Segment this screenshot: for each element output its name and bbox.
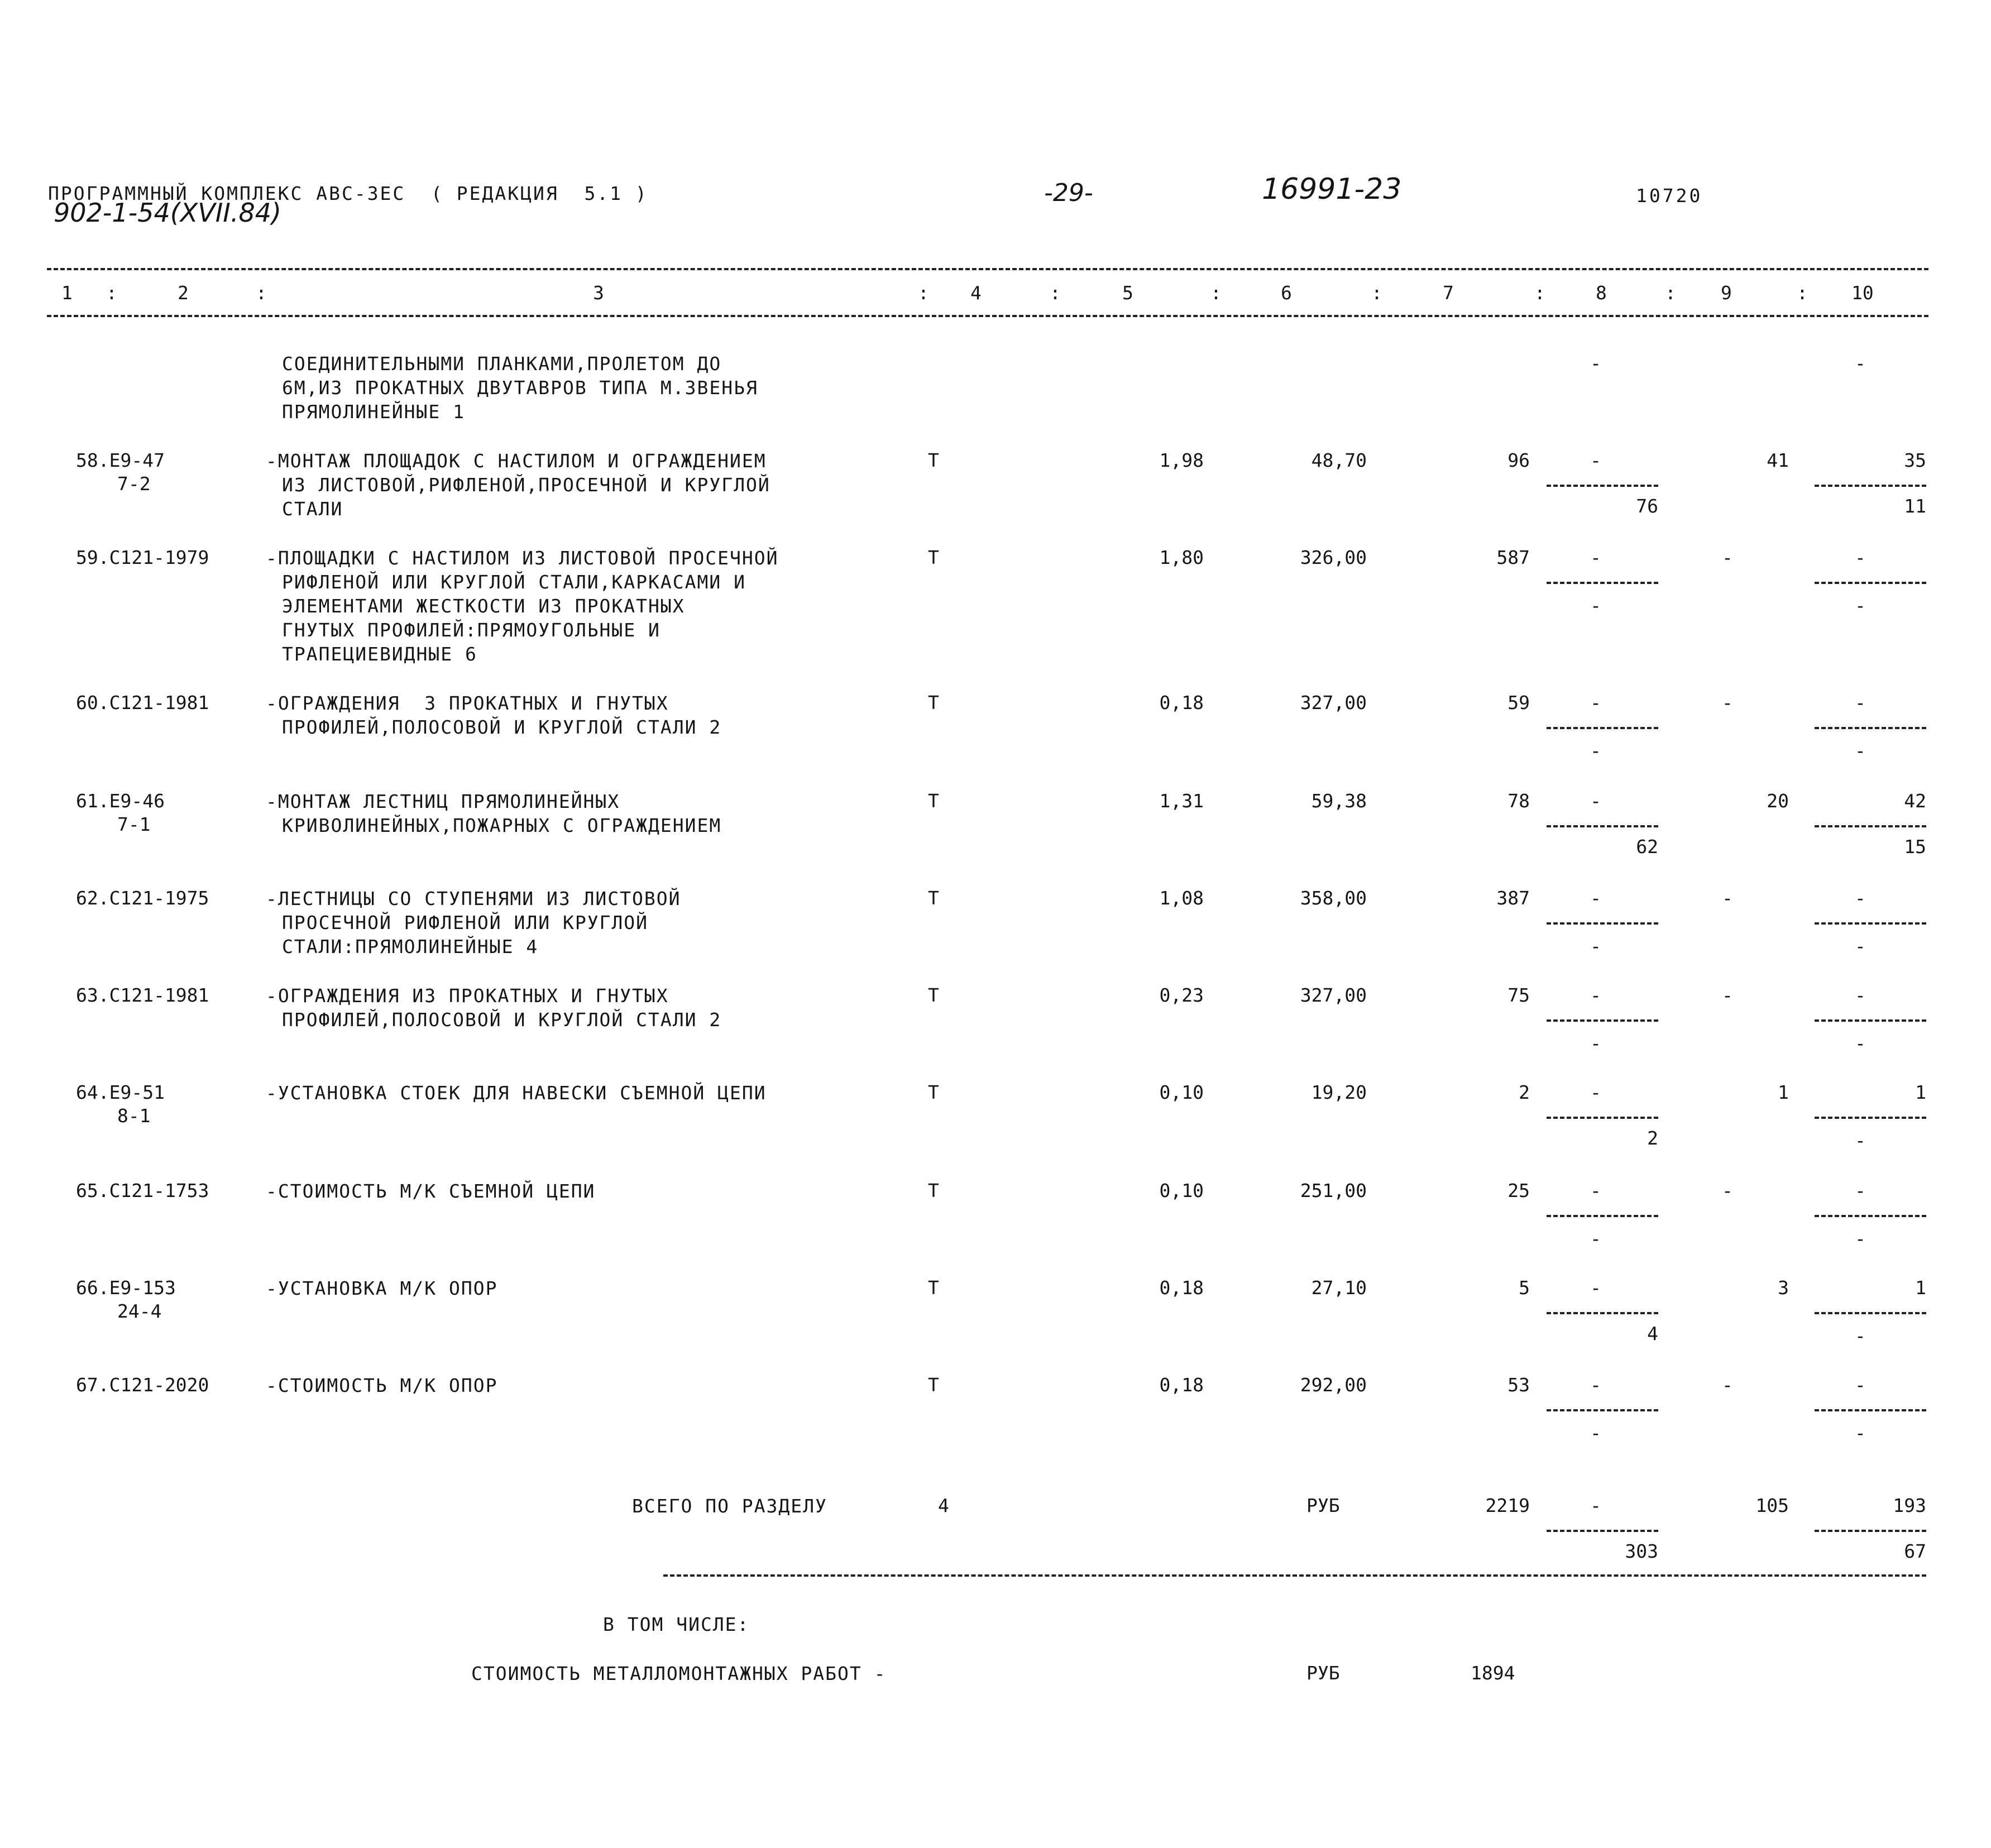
row-description: СТАЛИ:ПРЯМОЛИНЕЙНЫЕ 4 [282, 936, 539, 957]
row-description: ПРОФИЛЕЙ,ПОЛОСОВОЙ И КРУГЛОЙ СТАЛИ 2 [282, 716, 722, 738]
row-col9: - [1722, 1180, 1733, 1201]
header-top-rule [47, 268, 1928, 270]
summary-col9: 105 [1755, 1495, 1789, 1516]
header-bottom-rule [47, 315, 1928, 317]
row-col8-top: - [1590, 1277, 1601, 1299]
row-col8-bottom: - [1590, 595, 1601, 616]
row-price: 292,00 [1300, 1374, 1367, 1396]
col-7: 7 [1443, 282, 1454, 304]
row-description: -ОГРАЖДЕНИЯ ИЗ ПРОКАТНЫХ И ГНУТЫХ [266, 985, 669, 1007]
fraction-line [1815, 1215, 1926, 1217]
row-col8-top: - [1590, 1374, 1601, 1396]
row-description: -МОНТАЖ ПЛОЩАДОК С НАСТИЛОМ И ОГРАЖДЕНИЕМ [266, 450, 767, 472]
row-qty: 0,18 [1159, 692, 1204, 714]
row-col10-bottom: - [1855, 1129, 1866, 1151]
fraction-line [1547, 1019, 1658, 1022]
col-sep: : [1371, 282, 1382, 304]
fraction-line [1815, 727, 1926, 729]
row-qty: 1,80 [1159, 547, 1204, 568]
row-price: 251,00 [1300, 1180, 1367, 1201]
row-unit: Т [928, 449, 939, 471]
row-unit: Т [928, 692, 939, 714]
row-subcode: 7-2 [117, 473, 151, 495]
row-qty: 0,18 [1159, 1374, 1204, 1396]
row-col8-bottom: 62 [1636, 836, 1658, 858]
including-value: 1894 [1471, 1662, 1515, 1684]
row-col8-top: - [1590, 449, 1601, 471]
summary-unit: РУБ [1306, 1495, 1340, 1516]
col-sep: : [918, 282, 929, 304]
summary-section: 4 [938, 1495, 949, 1516]
row-qty: 1,08 [1159, 887, 1204, 909]
row-price: 326,00 [1300, 547, 1367, 568]
row-number: 62.С121-1975 [76, 887, 209, 909]
row-col9: - [1722, 984, 1733, 1006]
summary-label: ВСЕГО ПО РАЗДЕЛУ [632, 1495, 827, 1517]
row-col8-top: - [1590, 984, 1601, 1006]
fraction-line [1547, 1409, 1658, 1411]
row-description: -ПЛОЩАДКИ С НАСТИЛОМ ИЗ ЛИСТОВОЙ ПРОСЕЧНОЙ [266, 547, 779, 569]
row-col10-bottom: - [1855, 740, 1866, 762]
fraction-line [1547, 922, 1658, 925]
row-price: 48,70 [1311, 449, 1367, 471]
fraction-line [1815, 582, 1926, 584]
fraction-line [1815, 1312, 1926, 1314]
summary-col10-top: 193 [1893, 1495, 1926, 1516]
document-code: 902-1-54(XVII.84) [54, 198, 281, 228]
row-price: 19,20 [1311, 1081, 1367, 1103]
row-col10-top: - [1855, 984, 1866, 1006]
row-col10-bottom: - [1855, 1228, 1866, 1249]
fraction-line [1547, 1117, 1658, 1119]
row-col8-bottom: - [1590, 1032, 1601, 1054]
row-total: 25 [1507, 1180, 1530, 1201]
row-col8-bottom: 4 [1647, 1323, 1658, 1344]
row-unit: Т [928, 1081, 939, 1103]
row-number: 66.Е9-153 [76, 1277, 176, 1299]
row-number: 61.Е9-46 [76, 790, 165, 812]
row-col8-top: - [1590, 692, 1601, 714]
col-sep: : [1665, 282, 1676, 304]
row-col10-top: 35 [1904, 449, 1926, 471]
continuation-col8: - [1590, 352, 1601, 374]
row-description: ПРОФИЛЕЙ,ПОЛОСОВОЙ И КРУГЛОЙ СТАЛИ 2 [282, 1009, 722, 1031]
row-col10-bottom: - [1855, 1325, 1866, 1347]
col-9: 9 [1721, 282, 1732, 304]
row-col10-bottom: - [1855, 935, 1866, 957]
row-qty: 1,31 [1159, 790, 1204, 812]
row-price: 327,00 [1300, 984, 1367, 1006]
row-col8-bottom: - [1590, 740, 1601, 762]
row-total: 96 [1507, 449, 1530, 471]
fraction-line [1547, 1530, 1658, 1532]
row-description: -СТОИМОСТЬ М/К ОПОР [266, 1375, 498, 1396]
summary-rule [663, 1574, 1926, 1577]
row-col8-top: - [1590, 887, 1601, 909]
row-total: 78 [1507, 790, 1530, 812]
fraction-line [1547, 485, 1658, 487]
row-total: 2 [1519, 1081, 1530, 1103]
row-col9: 3 [1778, 1277, 1789, 1299]
col-4: 4 [970, 282, 982, 304]
col-sep: : [1210, 282, 1222, 304]
row-col8-bottom: 76 [1636, 495, 1658, 517]
fraction-line [1815, 1019, 1926, 1022]
row-col8-bottom: - [1590, 1228, 1601, 1249]
row-col8-bottom: - [1590, 1422, 1601, 1444]
row-total: 53 [1507, 1374, 1530, 1396]
col-8: 8 [1596, 282, 1607, 304]
row-description: ТРАПЕЦИЕВИДНЫЕ 6 [282, 643, 477, 665]
row-description: -СТОИМОСТЬ М/К СЪЕМНОЙ ЦЕПИ [266, 1180, 596, 1202]
col-sep: : [1050, 282, 1061, 304]
col-6: 6 [1281, 282, 1292, 304]
program-title: ПРОГРАММНЫЙ КОМПЛЕКС АВС-ЗЕС ( РЕДАКЦИЯ 5.1 ) [48, 183, 648, 204]
including-unit: РУБ [1306, 1662, 1340, 1684]
summary-col10-bottom: 67 [1904, 1540, 1926, 1562]
col-sep: : [256, 282, 267, 304]
row-qty: 1,98 [1159, 449, 1204, 471]
row-unit: Т [928, 790, 939, 812]
row-total: 75 [1507, 984, 1530, 1006]
row-price: 327,00 [1300, 692, 1367, 714]
row-number: 59.С121-1979 [76, 547, 209, 568]
row-col10-bottom: - [1855, 595, 1866, 616]
row-unit: Т [928, 1374, 939, 1396]
fraction-line [1547, 1312, 1658, 1314]
row-col10-bottom: - [1855, 1032, 1866, 1054]
row-col10-top: - [1855, 692, 1866, 714]
row-qty: 0,18 [1159, 1277, 1204, 1299]
continuation-line: 6М,ИЗ ПРОКАТНЫХ ДВУТАВРОВ ТИПА М.ЗВЕНЬЯ [282, 377, 758, 399]
row-total: 387 [1496, 887, 1530, 909]
row-price: 59,38 [1311, 790, 1367, 812]
summary-col8-top: - [1590, 1495, 1601, 1516]
row-unit: Т [928, 1277, 939, 1299]
col-sep: : [106, 282, 117, 304]
fraction-line [1547, 1215, 1658, 1217]
row-col8-top: - [1590, 547, 1601, 568]
row-col10-top: - [1855, 547, 1866, 568]
fraction-line [1815, 485, 1926, 487]
row-col10-bottom: 11 [1904, 495, 1926, 517]
row-price: 358,00 [1300, 887, 1367, 909]
fraction-line [1547, 582, 1658, 584]
fraction-line [1547, 825, 1658, 827]
row-col9: - [1722, 887, 1733, 909]
fraction-line [1815, 1530, 1926, 1532]
row-col10-bottom: 15 [1904, 836, 1926, 858]
row-description: -МОНТАЖ ЛЕСТНИЦ ПРЯМОЛИНЕЙНЫХ [266, 791, 620, 812]
row-col9: - [1722, 692, 1733, 714]
row-col9: - [1722, 547, 1733, 568]
including-label: В ТОМ ЧИСЛЕ: [603, 1614, 750, 1635]
row-price: 27,10 [1311, 1277, 1367, 1299]
row-number: 64.Е9-51 [76, 1081, 165, 1103]
row-col10-top: 1 [1915, 1277, 1926, 1299]
fraction-line [1815, 1409, 1926, 1411]
summary-total: 2219 [1485, 1495, 1530, 1516]
code-number: 10720 [1636, 185, 1703, 207]
row-col10-top: - [1855, 1180, 1866, 1201]
col-sep: : [1534, 282, 1545, 304]
row-description: -ОГРАЖДЕНИЯ З ПРОКАТНЫХ И ГНУТЫХ [266, 692, 669, 714]
row-unit: Т [928, 984, 939, 1006]
row-unit: Т [928, 547, 939, 568]
row-unit: Т [928, 1180, 939, 1201]
including-item-label: СТОИМОСТЬ МЕТАЛЛОМОНТАЖНЫХ РАБОТ - [471, 1663, 887, 1684]
row-total: 5 [1519, 1277, 1530, 1299]
row-total: 59 [1507, 692, 1530, 714]
row-description: РИФЛЕНОЙ ИЛИ КРУГЛОЙ СТАЛИ,КАРКАСАМИ И [282, 571, 746, 593]
row-description: -УСТАНОВКА М/К ОПОР [266, 1277, 498, 1299]
row-subcode: 7-1 [117, 813, 151, 835]
album-number: 16991-23 [1262, 173, 1402, 206]
row-col9: 1 [1778, 1081, 1789, 1103]
row-description: -УСТАНОВКА СТОЕК ДЛЯ НАВЕСКИ СЪЕМНОЙ ЦЕПИ [266, 1082, 767, 1104]
row-number: 60.С121-1981 [76, 692, 209, 714]
col-2: 2 [178, 282, 189, 304]
row-subcode: 8-1 [117, 1105, 151, 1127]
continuation-line: ПРЯМОЛИНЕЙНЫЕ 1 [282, 401, 466, 423]
row-col10-top: 42 [1904, 790, 1926, 812]
fraction-line [1815, 922, 1926, 925]
summary-col8-bottom: 303 [1625, 1540, 1658, 1562]
continuation-line: СОЕДИНИТЕЛЬНЫМИ ПЛАНКАМИ,ПРОЛЕТОМ ДО [282, 353, 722, 375]
row-col8-bottom: - [1590, 935, 1601, 957]
fraction-line [1547, 727, 1658, 729]
row-description: ИЗ ЛИСТОВОЙ,РИФЛЕНОЙ,ПРОСЕЧНОЙ И КРУГЛОЙ [282, 474, 770, 496]
row-number: 63.С121-1981 [76, 984, 209, 1006]
row-col8-top: - [1590, 1081, 1601, 1103]
row-description: КРИВОЛИНЕЙНЫХ,ПОЖАРНЫХ С ОГРАЖДЕНИЕМ [282, 815, 722, 836]
col-5: 5 [1122, 282, 1133, 304]
row-number: 58.Е9-47 [76, 449, 165, 471]
col-3: 3 [593, 282, 604, 304]
row-col9: 20 [1767, 790, 1789, 812]
row-col10-top: 1 [1915, 1081, 1926, 1103]
row-col10-top: - [1855, 1374, 1866, 1396]
row-qty: 0,23 [1159, 984, 1204, 1006]
row-description: ПРОСЕЧНОЙ РИФЛЕНОЙ ИЛИ КРУГЛОЙ [282, 912, 649, 933]
row-qty: 0,10 [1159, 1180, 1204, 1201]
row-description: СТАЛИ [282, 498, 343, 520]
row-col9: - [1722, 1374, 1733, 1396]
row-qty: 0,10 [1159, 1081, 1204, 1103]
continuation-col10: - [1855, 352, 1866, 374]
row-col10-bottom: - [1855, 1422, 1866, 1444]
fraction-line [1815, 1117, 1926, 1119]
row-description: -ЛЕСТНИЦЫ СО СТУПЕНЯМИ ИЗ ЛИСТОВОЙ [266, 888, 681, 909]
row-number: 65.С121-1753 [76, 1180, 209, 1201]
row-col9: 41 [1767, 449, 1789, 471]
page-number: -29- [1044, 179, 1093, 207]
fraction-line [1815, 825, 1926, 827]
row-number: 67.С121-2020 [76, 1374, 209, 1396]
col-sep: : [1797, 282, 1808, 304]
row-subcode: 24-4 [117, 1300, 162, 1322]
row-description: ЭЛЕМЕНТАМИ ЖЕСТКОСТИ ИЗ ПРОКАТНЫХ [282, 595, 685, 617]
row-col8-top: - [1590, 790, 1601, 812]
row-col8-top: - [1590, 1180, 1601, 1201]
col-10: 10 [1851, 282, 1874, 304]
row-col10-top: - [1855, 887, 1866, 909]
row-total: 587 [1496, 547, 1530, 568]
col-1: 1 [61, 282, 73, 304]
row-unit: Т [928, 887, 939, 909]
row-col8-bottom: 2 [1647, 1127, 1658, 1149]
row-description: ГНУТЫХ ПРОФИЛЕЙ:ПРЯМОУГОЛЬНЫЕ И [282, 619, 661, 641]
